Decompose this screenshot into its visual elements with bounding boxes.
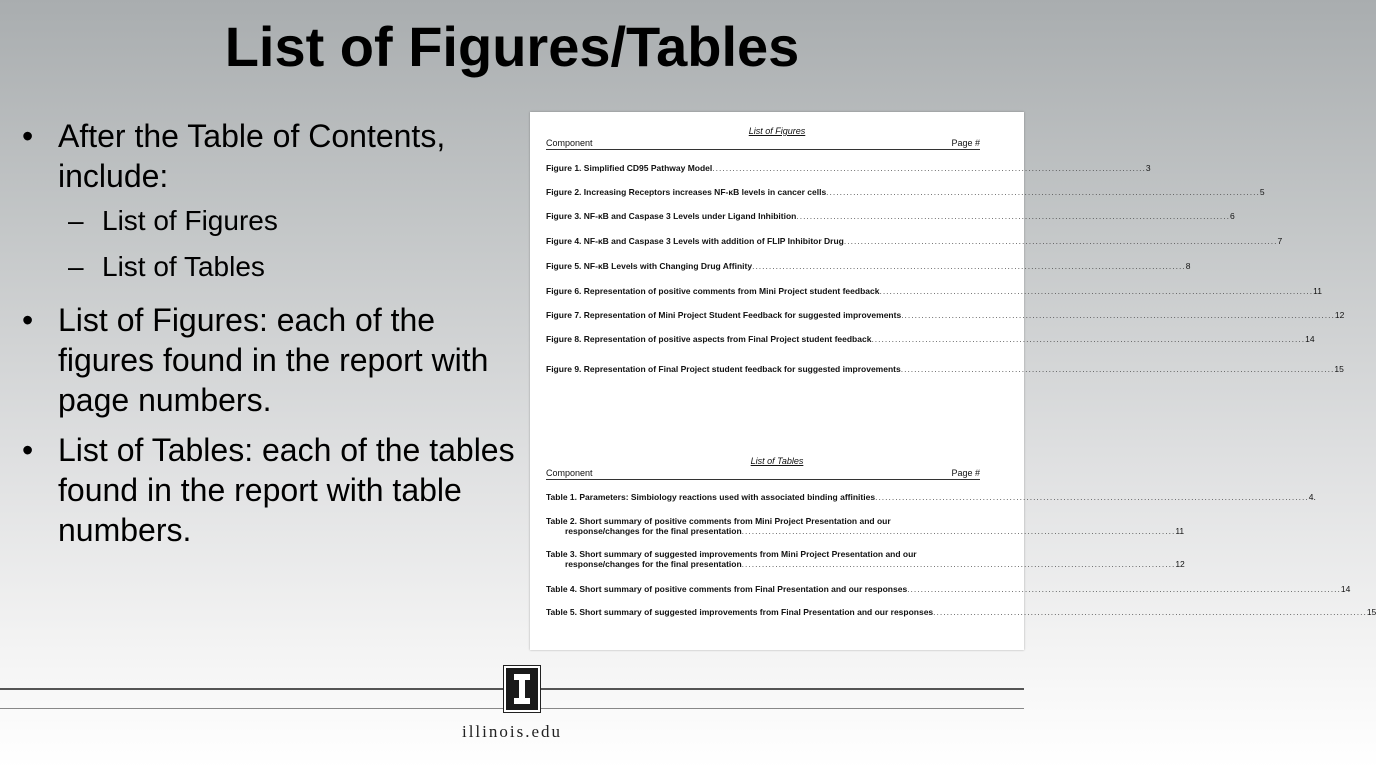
table-entry: Table 4. Short summary of positive comments from Final Presentation and our responses ................................................................................................................................. 14 — [546, 584, 1351, 594]
sub-bullet-text: List of Figures — [102, 205, 278, 236]
table-entry: Table 5. Short summary of suggested improvements from Final Presentation and our responses ................................................................................................................................. 15 — [546, 607, 1376, 617]
sub-bullet-tables — [22, 244, 522, 290]
figure-entry: Figure 8. Representation of positive aspects from Final Project student feedback ................................................................................................................................. 14 — [546, 334, 1315, 344]
figure-entry: Figure 7. Representation of Mini Project Student Feedback for suggested improvements ................................................................................................................................. 12 — [546, 310, 1345, 320]
bullet-list — [22, 116, 522, 560]
header-page: Page # — [951, 468, 980, 478]
slide-title: List of Figures/Tables — [224, 15, 800, 78]
sub-bullet-text: List of Tables — [102, 251, 265, 282]
figure-entry: Figure 5. NF-κB Levels with Changing Drug Affinity ................................................................................................................................. 8 — [546, 261, 1191, 271]
bullet-glyph: • — [22, 302, 34, 338]
bullet-text: After the Table of Contents, include: — [58, 118, 446, 194]
document-image — [530, 112, 1376, 650]
figure-entry: Figure 1. Simplified CD95 Pathway Model ................................................................................................................................. 3 — [546, 163, 1151, 173]
figures-title: List of Figures — [748, 126, 806, 136]
table-entry: Table 1. Parameters: Simbiology reactions used with associated binding affinities ................................................................................................................................. 4. — [546, 492, 1316, 502]
bullet-text: List of Figures: each of the figures found in the report with page numbers. — [58, 302, 489, 418]
tables-header — [546, 468, 980, 480]
figure-entry: Figure 3. NF-κB and Caspase 3 Levels under Ligand Inhibition ................................................................................................................................. 6 — [546, 211, 1235, 221]
dash-glyph: – — [68, 205, 84, 236]
figure-entry: Figure 9. Representation of Final Project student feedback for suggested improvements ................................................................................................................................. 15 — [546, 364, 1344, 374]
table-entry: Table 3. Short summary of suggested improvements from Mini Project Presentation and our response/changes for the final presentation ................................................................................................................................. 12 — [546, 549, 1185, 569]
bullet-item-tables — [22, 430, 522, 550]
table-entry: Table 2. Short summary of positive comments from Mini Project Presentation and our response/changes for the final presentation ................................................................................................................................. 11 — [546, 516, 1185, 536]
tables-title: List of Tables — [750, 456, 804, 466]
bullet-glyph: • — [22, 432, 34, 468]
bullet-glyph: • — [22, 118, 34, 154]
header-component: Component — [546, 468, 593, 478]
footer-url: illinois.edu — [461, 722, 563, 741]
sub-bullet-figures — [22, 198, 522, 244]
bullet-item-toc — [22, 116, 522, 290]
dash-glyph: – — [68, 251, 84, 282]
bullet-text: List of Tables: each of the tables found in the report with table numbers. — [58, 432, 515, 548]
figure-entry: Figure 2. Increasing Receptors increases NF-κB levels in cancer cells ................................................................................................................................. 5 — [546, 187, 1265, 197]
header-component: Component — [546, 138, 593, 148]
illinois-logo — [504, 666, 540, 712]
figure-entry: Figure 4. NF-κB and Caspase 3 Levels with addition of FLIP Inhibitor Drug ................................................................................................................................. 7 — [546, 236, 1283, 246]
header-page: Page # — [951, 138, 980, 148]
figure-entry: Figure 6. Representation of positive comments from Mini Project student feedback ................................................................................................................................. 11 — [546, 286, 1322, 296]
bullet-item-figures — [22, 300, 522, 420]
figures-header — [546, 138, 980, 150]
block-i-icon — [506, 668, 538, 710]
